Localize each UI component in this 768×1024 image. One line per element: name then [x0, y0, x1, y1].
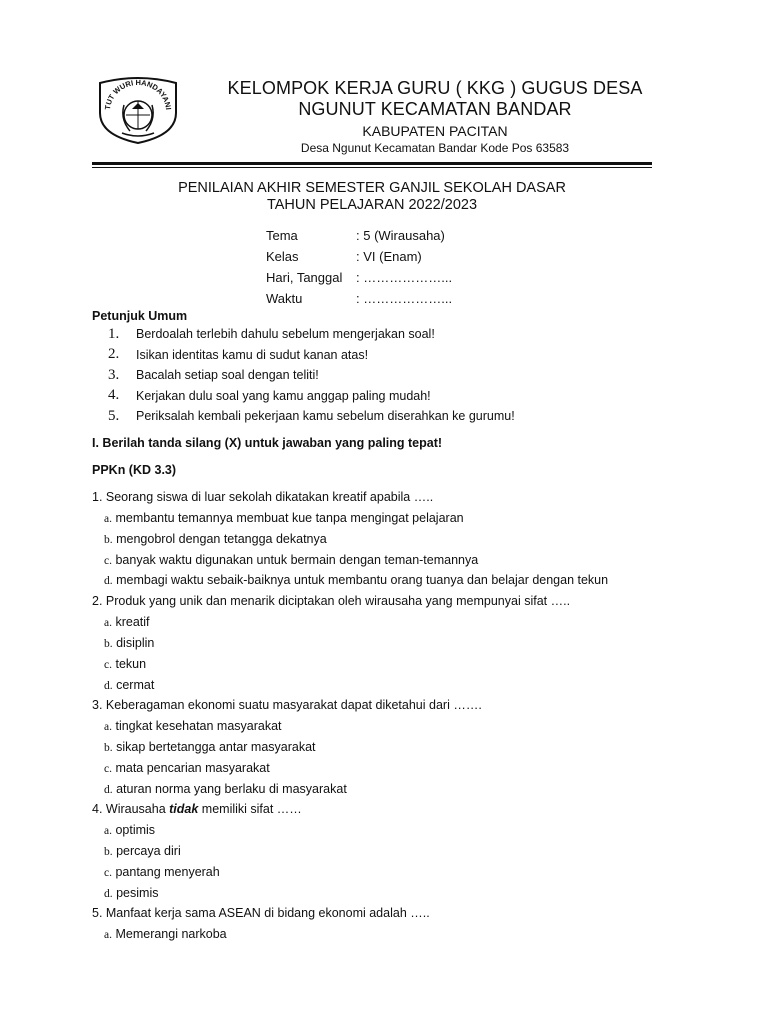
option-text: optimis — [115, 823, 156, 837]
option-letter: a. — [104, 513, 112, 525]
instruction-item — [108, 406, 515, 427]
question-emphasis: tidak — [169, 802, 199, 816]
instruction-text: Kerjakan dulu soal yang kamu anggap paling mudah! — [136, 388, 431, 403]
answer-option — [104, 927, 227, 941]
option-letter: a. — [104, 617, 112, 629]
question-text: 2. Produk yang unik dan menarik diciptakan oleh wirausaha yang mempunyai sifat ….. — [92, 594, 571, 608]
answer-option — [104, 573, 608, 587]
tut-wuri-handayani-logo — [94, 75, 182, 145]
section-heading: I. Berilah tanda silang (X) untuk jawaban yang paling tepat! — [92, 436, 443, 450]
letterhead — [190, 78, 680, 156]
info-row-tema — [266, 225, 452, 246]
org-name-line2: NGUNUT KECAMATAN BANDAR — [298, 99, 572, 119]
exam-title-line2: TAHUN PELAJARAN 2022/2023 — [266, 197, 478, 213]
option-letter: c. — [104, 763, 112, 775]
option-text: sikap bertetangga antar masyarakat — [116, 740, 316, 754]
instruction-item — [108, 365, 515, 386]
info-label: Waktu — [266, 291, 303, 306]
info-label: Kelas — [266, 249, 299, 264]
org-regency: KABUPATEN PACITAN — [362, 123, 508, 139]
option-text: mengobrol dengan tetangga dekatnya — [116, 532, 327, 546]
answer-option — [104, 678, 154, 692]
option-text: Memerangi narkoba — [115, 927, 227, 941]
option-letter: c. — [104, 659, 112, 671]
option-text: kreatif — [115, 615, 150, 629]
option-text: membagi waktu sebaik-baiknya untuk membantu orang tuanya dan belajar dengan tekun — [116, 573, 609, 587]
answer-option — [104, 761, 270, 775]
instruction-number: 5. — [108, 407, 120, 424]
option-letter: b. — [104, 846, 113, 858]
exam-title-line1: PENILAIAN AKHIR SEMESTER GANJIL SEKOLAH DASAR — [178, 180, 566, 196]
info-value: : 5 (Wirausaha) — [356, 228, 445, 243]
info-row-kelas — [266, 246, 452, 267]
instruction-number: 1. — [108, 325, 120, 342]
option-text: tekun — [115, 657, 147, 671]
instruction-number: 2. — [108, 346, 120, 363]
answer-option — [104, 511, 464, 525]
info-value: : VI (Enam) — [356, 249, 422, 264]
option-letter: a. — [104, 825, 112, 837]
answer-option — [104, 719, 282, 733]
instruction-item — [108, 386, 515, 407]
option-text: pantang menyerah — [115, 865, 220, 879]
option-text: tingkat kesehatan masyarakat — [115, 719, 282, 733]
header-divider-thick — [92, 162, 652, 165]
question-text: 3. Keberagaman ekonomi suatu masyarakat dapat diketahui dari ……. — [92, 698, 482, 712]
instruction-text: Isikan identitas kamu di sudut kanan atas! — [136, 347, 369, 362]
option-text: mata pencarian masyarakat — [115, 761, 270, 775]
org-address: Desa Ngunut Kecamatan Bandar Kode Pos 63583 — [300, 141, 570, 155]
instruction-text: Bacalah setiap soal dengan teliti! — [136, 368, 319, 383]
header-divider-thin — [92, 167, 652, 168]
option-letter: d. — [104, 575, 113, 587]
instructions-list — [108, 324, 515, 427]
instruction-text: Berdoalah terlebih dahulu sebelum mengerjakan soal! — [136, 327, 435, 342]
answer-option — [104, 553, 478, 567]
option-text: membantu temannya membuat kue tanpa mengingat pelajaran — [115, 511, 464, 525]
option-text: aturan norma yang berlaku di masyarakat — [116, 782, 347, 796]
svg-text:TUT WURI HANDAYANI: TUT WURI HANDAYANI — [102, 77, 173, 111]
option-letter: d. — [104, 888, 113, 900]
option-letter: d. — [104, 680, 113, 692]
info-row-waktu — [266, 288, 452, 309]
instruction-number: 4. — [108, 387, 120, 404]
answer-option — [104, 657, 146, 671]
answer-option — [104, 782, 347, 796]
info-label: Hari, Tanggal — [266, 270, 343, 285]
org-name-line1: KELOMPOK KERJA GURU ( KKG ) GUGUS DESA — [227, 78, 643, 98]
option-text: cermat — [116, 678, 155, 692]
info-value: : ………………... — [356, 291, 453, 306]
option-letter: b. — [104, 638, 113, 650]
option-letter: a. — [104, 929, 112, 941]
answer-option — [104, 532, 327, 546]
option-letter: a. — [104, 721, 112, 733]
question-text-pre: 4. Wirausaha — [92, 802, 170, 816]
answer-option — [104, 823, 155, 837]
option-text: percaya diri — [116, 844, 181, 858]
exam-info — [266, 225, 452, 309]
answer-option — [104, 740, 316, 754]
option-letter: b. — [104, 534, 113, 546]
option-letter: b. — [104, 742, 113, 754]
question-text-post: memiliki sifat …… — [198, 802, 302, 816]
option-letter: c. — [104, 555, 112, 567]
subject-heading: PPKn (KD 3.3) — [92, 463, 177, 477]
option-text: pesimis — [116, 886, 159, 900]
question-text: 1. Seorang siswa di luar sekolah dikatakan kreatif apabila ….. — [92, 490, 434, 504]
instruction-item — [108, 345, 515, 366]
instruction-number: 3. — [108, 366, 120, 383]
option-text: disiplin — [116, 636, 155, 650]
option-letter: c. — [104, 867, 112, 879]
exam-title — [92, 180, 652, 214]
question-text: 5. Manfaat kerja sama ASEAN di bidang ekonomi adalah ….. — [92, 906, 430, 920]
answer-option — [104, 886, 158, 900]
question-text — [92, 802, 302, 816]
answer-option — [104, 865, 220, 879]
option-text: banyak waktu digunakan untuk bermain dengan teman-temannya — [115, 553, 479, 567]
answer-option — [104, 615, 150, 629]
info-row-hari-tanggal — [266, 267, 452, 288]
instructions-heading: Petunjuk Umum — [92, 309, 188, 323]
instruction-item — [108, 324, 515, 345]
info-label: Tema — [266, 228, 298, 243]
info-value: : ………………... — [356, 270, 453, 285]
answer-option — [104, 844, 181, 858]
option-letter: d. — [104, 784, 113, 796]
instruction-text: Periksalah kembali pekerjaan kamu sebelum diserahkan ke gurumu! — [136, 409, 515, 424]
answer-option — [104, 636, 154, 650]
